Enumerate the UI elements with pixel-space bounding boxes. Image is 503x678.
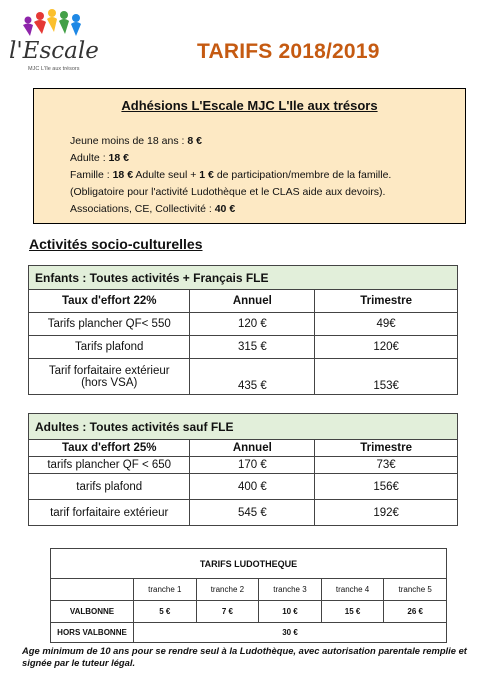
age-note: Age minimum de 10 ans pour se rendre seul à la Ludothèque, avec autorisation parentale remplie et signée par le tuteur légal. <box>22 645 467 668</box>
enfants-table <box>28 265 458 395</box>
adhesions-title: Adhésions L'Escale MJC L'Ile aux trésors <box>121 98 378 113</box>
hors-valbonne-value: 30 € <box>134 623 447 643</box>
escale-logo <box>6 4 106 76</box>
table-row: Tarifs plancher QF< 550 120 € 49€ <box>29 313 458 336</box>
tranche-1: tranche 1 <box>134 579 197 601</box>
tranche-4: tranche 4 <box>321 579 384 601</box>
adhesion-famille: Famille : 18 € Adulte seul + 1 € de participation/membre de la famille. <box>70 169 392 181</box>
section-title: Activités socio-culturelles <box>29 236 203 252</box>
enfants-header: Enfants : Toutes activités + Français FLE <box>29 266 458 290</box>
tranche-2: tranche 2 <box>196 579 259 601</box>
enfants-col-taux: Taux d'effort 22% <box>29 290 190 313</box>
table-row <box>51 623 447 643</box>
logo-text: l'Escale <box>9 38 99 64</box>
page-title: TARIFS 2018/2019 <box>197 40 380 63</box>
adhesion-adulte: Adulte : 18 € <box>70 152 129 164</box>
enfants-col-trimestre: Trimestre <box>315 290 458 313</box>
adhesion-jeune: Jeune moins de 18 ans : 8 € <box>70 135 202 147</box>
adhesions-box <box>33 88 466 224</box>
adhesion-associations: Associations, CE, Collectivité : 40 € <box>70 203 236 215</box>
tranche-5: tranche 5 <box>384 579 447 601</box>
adultes-col-taux: Taux d'effort 25% <box>29 440 190 457</box>
table-row: tarif forfaitaire extérieur 545 € 192€ <box>29 500 458 526</box>
adultes-col-annuel: Annuel <box>190 440 315 457</box>
adultes-col-trimestre: Trimestre <box>315 440 458 457</box>
valbonne-label: VALBONNE <box>51 601 134 623</box>
tranche-3: tranche 3 <box>259 579 322 601</box>
adultes-table <box>28 413 458 526</box>
enfants-col-annuel: Annuel <box>190 290 315 313</box>
table-row: tarifs plafond 400 € 156€ <box>29 474 458 500</box>
ludotheque-table <box>50 548 447 643</box>
adultes-header: Adultes : Toutes activités sauf FLE <box>29 414 458 440</box>
adhesion-obligatoire: (Obligatoire pour l'activité Ludothèque et le CLAS aide aux devoirs). <box>70 186 386 198</box>
adhesions-lines <box>70 133 391 218</box>
table-row: Tarif forfaitaire extérieur (hors VSA) 435 € 153€ <box>29 359 458 395</box>
logo-subtext: MJC L'île aux trésors <box>28 66 80 72</box>
ludotheque-title: TARIFS LUDOTHEQUE <box>51 549 447 579</box>
table-row: Tarifs plafond 315 € 120€ <box>29 336 458 359</box>
hors-valbonne-label: HORS VALBONNE <box>51 623 134 643</box>
table-row: VALBONNE 5 € 7 € 10 € 15 € 26 € <box>51 601 447 623</box>
table-row: tarifs plancher QF < 650 170 € 73€ <box>29 457 458 474</box>
